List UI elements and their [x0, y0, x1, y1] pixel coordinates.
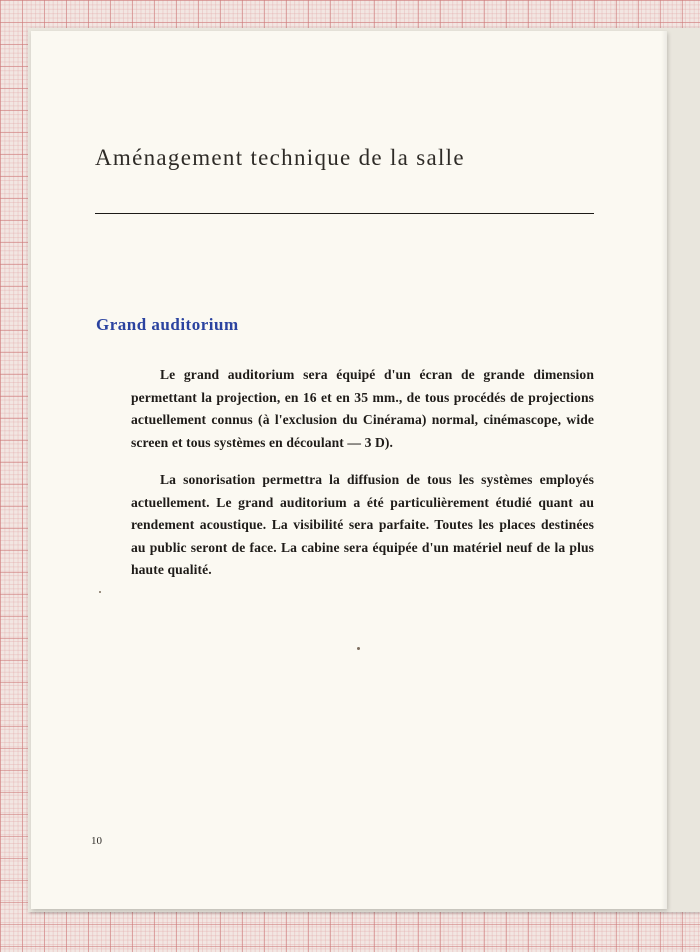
paper-speck — [357, 647, 360, 650]
paragraph-screen: Le grand auditorium sera équipé d'un écran de grande dimension permettant la projection, en 16 et en 35 mm., de tous procédés de projections actuellement connus (à l'exclusion du Cinérama) normal, cinémascope, wide screen et tous systèmes en découlant — 3 D). — [131, 367, 594, 450]
paragraph-sound: La sonorisation permettra la diffusion de tous les systèmes employés actuellement. Le grand auditorium a été particulièrement étudié quant au rendement acoustique. La visibilité sera parfaite. Toutes les places destinées au public seront de face. La cabine sera équipée d'un matériel neuf de la plus haute qualité. — [131, 472, 594, 577]
page-number: 10 — [91, 835, 102, 847]
body-text — [131, 364, 594, 582]
title-rule — [95, 213, 594, 214]
page-title: Aménagement technique de la salle — [95, 145, 465, 170]
page-edge-shadow — [661, 31, 667, 909]
document-page — [31, 31, 667, 909]
section-heading: Grand auditorium — [96, 315, 239, 334]
paper-speck — [99, 591, 101, 593]
